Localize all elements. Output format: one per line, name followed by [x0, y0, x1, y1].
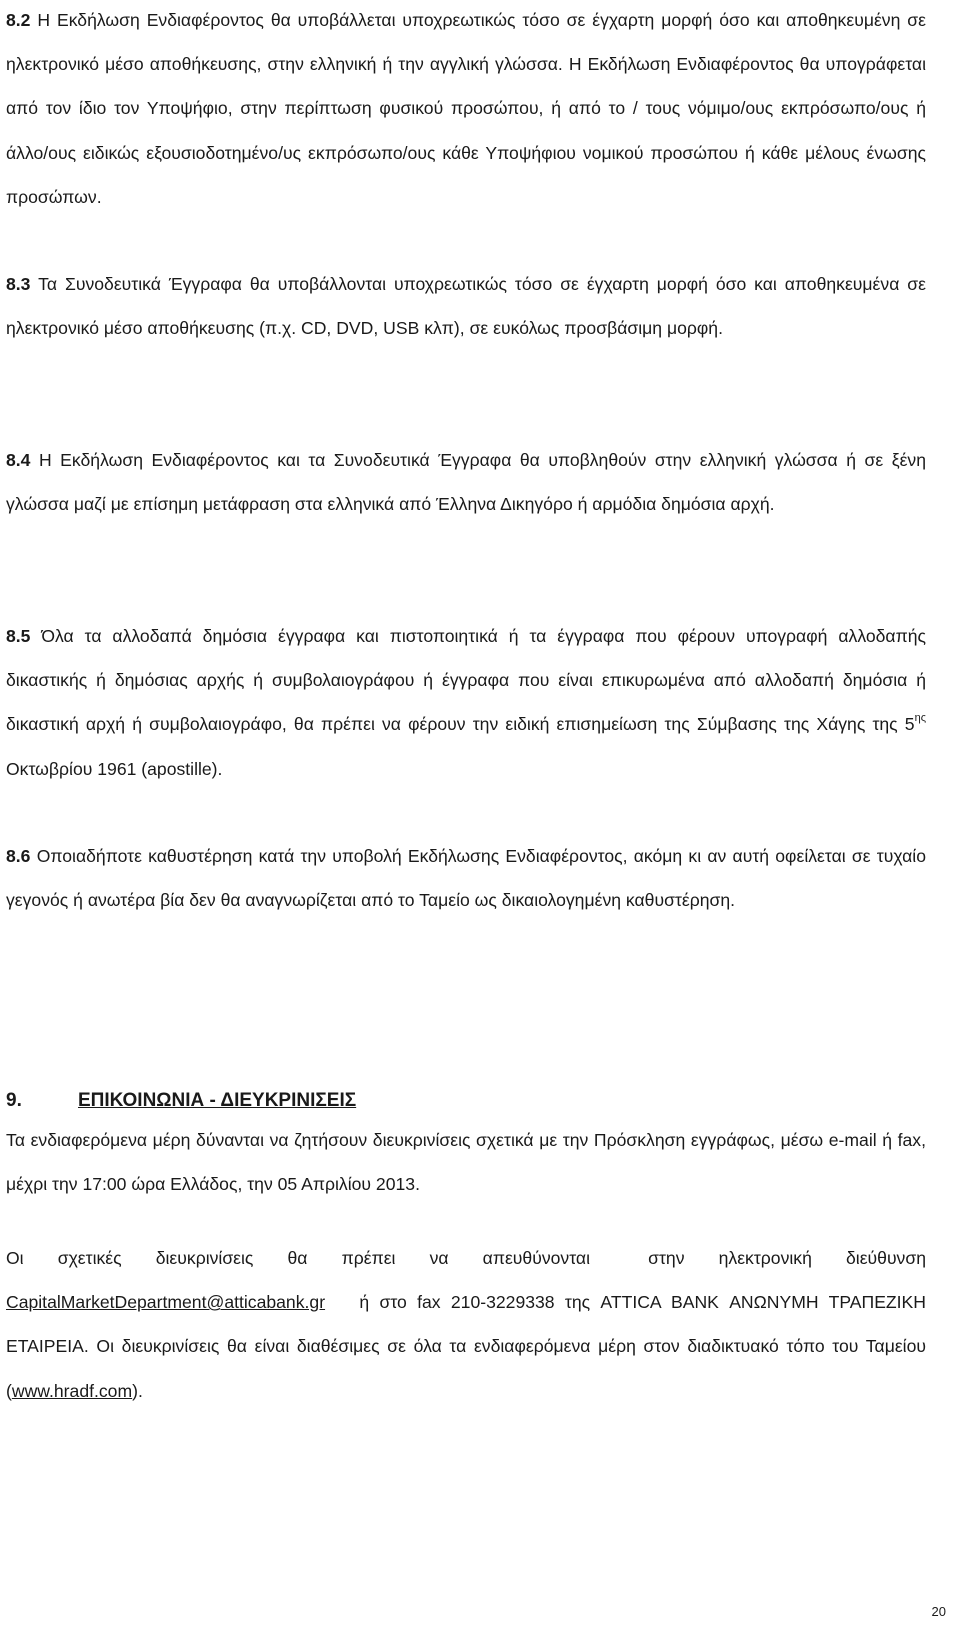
paragraph-9-clarifications — [6, 1118, 926, 1206]
paragraph-number: 8.3 — [6, 274, 31, 294]
paragraph-8-2 — [6, 0, 926, 219]
paragraph-number: 8.4 — [6, 450, 31, 470]
paragraph-text-end: Οκτωβρίου 1961 (apostille). — [6, 758, 223, 779]
paragraph-text: Τα Συνοδευτικά Έγγραφα θα υποβάλλονται υποχρεωτικώς τόσο σε έγχαρτη μορφή όσο και αποθηκευμένα σε ηλεκτρονικό μέσο αποθήκευσης (π.χ. CD, DVD, USB κλπ), σε ευκόλως προσβάσιμη μορφή. — [6, 274, 926, 339]
paragraph-8-6 — [6, 834, 926, 922]
paragraph-text: Η Εκδήλωση Ενδιαφέροντος θα υποβάλλεται υποχρεωτικώς τόσο σε έγχαρτη μορφή όσο και αποθηκευμένη σε ηλεκτρονικό μέσο αποθήκευσης, στην ελληνική ή την αγγλική γλώσσα. Η Εκδήλωση Ενδιαφέροντος θα υπογράφεται από τον ίδιο τον Υποψήφιο, στην περίπτωση φυσικού προσώπου, ή από το / τους νόμιμο/ους εκπρόσωπο/ους ή άλλο/ους ειδικώς εξουσιοδοτημένο/υς εκπρόσωπο/ους κάθε Υποψήφιου νομικού προσώπου ή κάθε μέλους ένωσης προσώπων. — [6, 10, 926, 207]
paragraph-text: Όλα τα αλλοδαπά δημόσια έγγραφα και πιστοποιητικά ή τα έγγραφα που φέρουν υπογραφή αλλοδαπής δικαστικής ή δημόσιας αρχής ή συμβολαιογράφου ή έγγραφα που είναι επικυρωμένα από αλλοδαπή δημόσια ή δικαστική αρχή ή συμβολαιογράφο, θα πρέπει να φέρουν την ειδική επισημείωση της Σύμβασης της Χάγης της 5 — [6, 626, 926, 735]
paragraph-number: 8.5 — [6, 626, 31, 646]
paragraph-text: Τα ενδιαφερόμενα μέρη δύνανται να ζητήσουν διευκρινίσεις σχετικά με την Πρόσκληση εγγράφως, μέσω e-mail ή fax, μέχρι την 17:00 ώρα Ελλάδος, την 05 Απριλίου 2013. — [6, 1130, 926, 1195]
email-link[interactable]: CapitalMarketDepartment@atticabank.gr — [6, 1292, 326, 1313]
paragraph-text: Η Εκδήλωση Ενδιαφέροντος και τα Συνοδευτικά Έγγραφα θα υποβληθούν στην ελληνική γλώσσα ή σε ξένη γλώσσα μαζί με επίσημη μετάφραση στα ελληνικά από Έλληνα Δικηγόρο ή αρμόδια δημόσια αρχή. — [6, 450, 926, 515]
paragraph-8-3 — [6, 262, 926, 350]
paragraph-text-end: ). — [132, 1380, 143, 1401]
paragraph-text: Οι σχετικές διευκρινίσεις θα πρέπει να απευθύνονται — [6, 1248, 590, 1268]
paragraph-text: στην ηλεκτρονική διεύθυνση — [648, 1248, 927, 1268]
section-number: 9. — [6, 1090, 22, 1111]
paragraph-number: 8.2 — [6, 10, 31, 30]
website-link[interactable]: www.hradf.com — [11, 1380, 133, 1401]
paragraph-9-contact — [6, 1236, 926, 1413]
ordinal-superscript: ης — [914, 712, 926, 725]
paragraph-text: Οποιαδήποτε καθυστέρηση κατά την υποβολή Εκδήλωσης Ενδιαφέροντος, ακόμη κι αν αυτή οφείλεται σε τυχαίο γεγονός ή ανωτέρα βία δεν θα αναγνωρίζεται από το Ταμείο ως δικαιολογημένη καθυστέρηση. — [6, 846, 926, 911]
page-number: 20 — [931, 1604, 946, 1619]
section-heading-9 — [6, 1086, 926, 1116]
paragraph-number: 8.6 — [6, 846, 31, 866]
section-title: ΕΠΙΚΟΙΝΩΝΙΑ - ΔΙΕΥΚΡΙΝΙΣΕΙΣ — [78, 1090, 357, 1111]
paragraph-8-5 — [6, 614, 926, 791]
paragraph-8-4 — [6, 438, 926, 526]
paragraph-text: ή στο fax 210-3229338 της ATTICA BANK ΑΝΩΝΥΜΗ ΤΡΑΠΕΖΙΚΗ ΕΤΑΙΡΕΙΑ. Οι διευκρινίσεις θα είναι διαθέσιμες σε όλα τα ενδιαφερόμενα μέρη στον διαδικτυακό τόπο του Ταμείου ( — [6, 1292, 926, 1401]
